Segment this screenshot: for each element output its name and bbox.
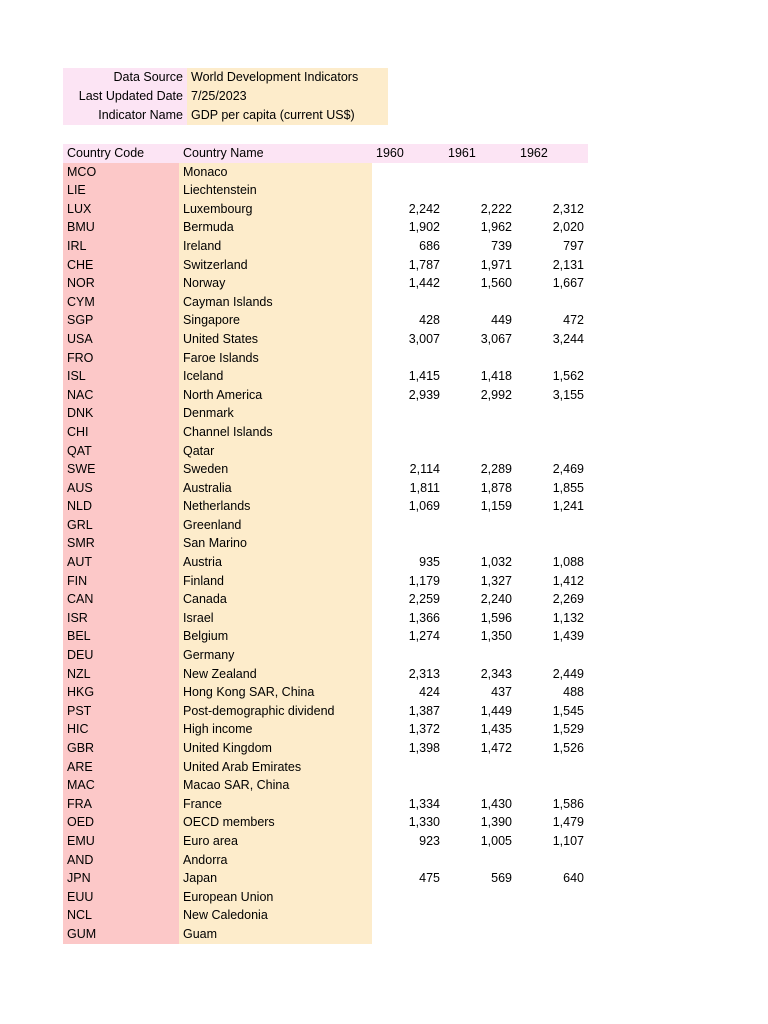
value-1960-cell[interactable]: 1,330: [372, 813, 444, 832]
table-row: [63, 479, 588, 498]
country-code-cell[interactable]: SWE: [63, 460, 179, 479]
value-1960-cell[interactable]: 475: [372, 869, 444, 888]
value-1962-cell[interactable]: 797: [516, 237, 588, 256]
value-1961-cell[interactable]: [444, 181, 516, 200]
value-1960-cell[interactable]: 428: [372, 311, 444, 330]
table-row: [63, 627, 588, 646]
country-name-cell[interactable]: Cayman Islands: [179, 293, 372, 312]
country-name-cell[interactable]: Greenland: [179, 516, 372, 535]
value-1961-cell[interactable]: 2,222: [444, 200, 516, 219]
table-row: [63, 572, 588, 591]
country-code-cell[interactable]: GRL: [63, 516, 179, 535]
country-code-cell[interactable]: MAC: [63, 776, 179, 795]
value-1960-cell[interactable]: [372, 925, 444, 944]
table-row: [63, 776, 588, 795]
value-1960-cell[interactable]: 1,811: [372, 479, 444, 498]
value-1961-cell[interactable]: 569: [444, 869, 516, 888]
country-name-cell[interactable]: Hong Kong SAR, China: [179, 683, 372, 702]
meta-row-indicator-name: [63, 106, 388, 125]
table-row: [63, 813, 588, 832]
table-row: [63, 646, 588, 665]
value-1961-cell[interactable]: 1,418: [444, 367, 516, 386]
value-1961-cell[interactable]: [444, 925, 516, 944]
value-1960-cell[interactable]: 1,902: [372, 218, 444, 237]
value-1962-cell[interactable]: [516, 349, 588, 368]
value-1962-cell[interactable]: [516, 646, 588, 665]
country-code-cell[interactable]: ISR: [63, 609, 179, 628]
value-1961-cell[interactable]: 1,032: [444, 553, 516, 572]
value-1962-cell[interactable]: 472: [516, 311, 588, 330]
country-name-cell[interactable]: Andorra: [179, 851, 372, 870]
country-name-cell[interactable]: Post-demographic dividend: [179, 702, 372, 721]
country-code-cell[interactable]: IRL: [63, 237, 179, 256]
value-1960-cell[interactable]: 686: [372, 237, 444, 256]
meta-value[interactable]: World Development Indicators: [187, 68, 388, 87]
header-country-code[interactable]: Country Code: [63, 144, 179, 163]
value-1960-cell[interactable]: 2,242: [372, 200, 444, 219]
value-1961-cell[interactable]: [444, 349, 516, 368]
value-1960-cell[interactable]: 1,387: [372, 702, 444, 721]
country-code-cell[interactable]: SGP: [63, 311, 179, 330]
country-code-cell[interactable]: FIN: [63, 572, 179, 591]
table-row: [63, 349, 588, 368]
country-code-cell[interactable]: LUX: [63, 200, 179, 219]
country-name-cell[interactable]: San Marino: [179, 534, 372, 553]
value-1962-cell[interactable]: 2,269: [516, 590, 588, 609]
value-1962-cell[interactable]: [516, 776, 588, 795]
value-1960-cell[interactable]: [372, 516, 444, 535]
value-1960-cell[interactable]: [372, 758, 444, 777]
value-1960-cell[interactable]: [372, 888, 444, 907]
value-1961-cell[interactable]: 437: [444, 683, 516, 702]
country-name-cell[interactable]: Macao SAR, China: [179, 776, 372, 795]
value-1961-cell[interactable]: 2,343: [444, 665, 516, 684]
value-1962-cell[interactable]: [516, 423, 588, 442]
value-1962-cell[interactable]: 1,586: [516, 795, 588, 814]
country-code-cell[interactable]: ARE: [63, 758, 179, 777]
country-code-cell[interactable]: FRA: [63, 795, 179, 814]
country-name-cell[interactable]: Austria: [179, 553, 372, 572]
header-year-1961[interactable]: 1961: [444, 144, 516, 163]
country-code-cell[interactable]: LIE: [63, 181, 179, 200]
table-body: [63, 163, 588, 944]
country-code-cell[interactable]: DNK: [63, 404, 179, 423]
value-1962-cell[interactable]: 1,107: [516, 832, 588, 851]
table-row: [63, 237, 588, 256]
value-1960-cell[interactable]: [372, 776, 444, 795]
country-name-cell[interactable]: United States: [179, 330, 372, 349]
value-1962-cell[interactable]: [516, 758, 588, 777]
value-1962-cell[interactable]: 2,131: [516, 256, 588, 275]
value-1961-cell[interactable]: 1,449: [444, 702, 516, 721]
value-1962-cell[interactable]: [516, 925, 588, 944]
table-row: [63, 386, 588, 405]
table-row: [63, 274, 588, 293]
value-1961-cell[interactable]: [444, 404, 516, 423]
value-1961-cell[interactable]: [444, 646, 516, 665]
country-code-cell[interactable]: BMU: [63, 218, 179, 237]
country-name-cell[interactable]: New Caledonia: [179, 906, 372, 925]
value-1961-cell[interactable]: 2,240: [444, 590, 516, 609]
country-name-cell[interactable]: Norway: [179, 274, 372, 293]
country-name-cell[interactable]: OECD members: [179, 813, 372, 832]
value-1960-cell[interactable]: 1,787: [372, 256, 444, 275]
value-1962-cell[interactable]: 488: [516, 683, 588, 702]
value-1960-cell[interactable]: [372, 163, 444, 182]
value-1961-cell[interactable]: [444, 758, 516, 777]
country-code-cell[interactable]: NAC: [63, 386, 179, 405]
country-name-cell[interactable]: North America: [179, 386, 372, 405]
value-1962-cell[interactable]: 2,020: [516, 218, 588, 237]
gdp-data-table: [63, 144, 588, 944]
country-code-cell[interactable]: SMR: [63, 534, 179, 553]
value-1961-cell[interactable]: 1,878: [444, 479, 516, 498]
country-code-cell[interactable]: QAT: [63, 442, 179, 461]
value-1961-cell[interactable]: 2,289: [444, 460, 516, 479]
value-1962-cell[interactable]: 1,545: [516, 702, 588, 721]
value-1960-cell[interactable]: 1,415: [372, 367, 444, 386]
value-1960-cell[interactable]: 1,366: [372, 609, 444, 628]
table-row: [63, 423, 588, 442]
table-row: [63, 460, 588, 479]
country-name-cell[interactable]: High income: [179, 720, 372, 739]
country-code-cell[interactable]: GUM: [63, 925, 179, 944]
country-code-cell[interactable]: EMU: [63, 832, 179, 851]
metadata-block: [63, 68, 388, 125]
value-1962-cell[interactable]: [516, 851, 588, 870]
meta-label[interactable]: Indicator Name: [63, 106, 187, 125]
value-1960-cell[interactable]: [372, 646, 444, 665]
value-1960-cell[interactable]: [372, 906, 444, 925]
value-1961-cell[interactable]: 1,596: [444, 609, 516, 628]
country-name-cell[interactable]: New Zealand: [179, 665, 372, 684]
table-row: [63, 218, 588, 237]
country-name-cell[interactable]: Australia: [179, 479, 372, 498]
country-code-cell[interactable]: NCL: [63, 906, 179, 925]
value-1960-cell[interactable]: 2,313: [372, 665, 444, 684]
value-1962-cell[interactable]: 2,312: [516, 200, 588, 219]
header-year-1962[interactable]: 1962: [516, 144, 588, 163]
value-1961-cell[interactable]: 1,159: [444, 497, 516, 516]
country-code-cell[interactable]: HIC: [63, 720, 179, 739]
value-1961-cell[interactable]: [444, 851, 516, 870]
value-1962-cell[interactable]: 1,412: [516, 572, 588, 591]
table-row: [63, 609, 588, 628]
country-code-cell[interactable]: PST: [63, 702, 179, 721]
value-1961-cell[interactable]: [444, 442, 516, 461]
country-name-cell[interactable]: Luxembourg: [179, 200, 372, 219]
value-1960-cell[interactable]: 2,114: [372, 460, 444, 479]
value-1960-cell[interactable]: [372, 404, 444, 423]
country-name-cell[interactable]: United Arab Emirates: [179, 758, 372, 777]
value-1960-cell[interactable]: 1,274: [372, 627, 444, 646]
table-row: [63, 665, 588, 684]
table-row: [63, 851, 588, 870]
value-1962-cell[interactable]: 1,132: [516, 609, 588, 628]
value-1960-cell[interactable]: 424: [372, 683, 444, 702]
value-1960-cell[interactable]: [372, 349, 444, 368]
value-1962-cell[interactable]: [516, 442, 588, 461]
value-1961-cell[interactable]: [444, 776, 516, 795]
table-row: [63, 590, 588, 609]
value-1962-cell[interactable]: 640: [516, 869, 588, 888]
table-row: [63, 758, 588, 777]
value-1961-cell[interactable]: 2,992: [444, 386, 516, 405]
value-1960-cell[interactable]: 1,442: [372, 274, 444, 293]
value-1961-cell[interactable]: 1,962: [444, 218, 516, 237]
value-1961-cell[interactable]: [444, 163, 516, 182]
country-code-cell[interactable]: NOR: [63, 274, 179, 293]
value-1961-cell[interactable]: 1,472: [444, 739, 516, 758]
value-1962-cell[interactable]: 3,244: [516, 330, 588, 349]
meta-row-last-updated: [63, 87, 388, 106]
value-1960-cell[interactable]: 935: [372, 553, 444, 572]
table-row: [63, 702, 588, 721]
value-1961-cell[interactable]: [444, 906, 516, 925]
value-1961-cell[interactable]: [444, 293, 516, 312]
value-1961-cell[interactable]: 739: [444, 237, 516, 256]
country-code-cell[interactable]: HKG: [63, 683, 179, 702]
table-row: [63, 888, 588, 907]
country-name-cell[interactable]: France: [179, 795, 372, 814]
value-1962-cell[interactable]: [516, 906, 588, 925]
table-row: [63, 311, 588, 330]
country-name-cell[interactable]: Liechtenstein: [179, 181, 372, 200]
country-name-cell[interactable]: Japan: [179, 869, 372, 888]
value-1961-cell[interactable]: [444, 423, 516, 442]
value-1961-cell[interactable]: [444, 888, 516, 907]
value-1961-cell[interactable]: 449: [444, 311, 516, 330]
country-name-cell[interactable]: Sweden: [179, 460, 372, 479]
value-1962-cell[interactable]: [516, 534, 588, 553]
value-1961-cell[interactable]: 1,971: [444, 256, 516, 275]
value-1961-cell[interactable]: 1,435: [444, 720, 516, 739]
table-row: [63, 906, 588, 925]
table-row: [63, 534, 588, 553]
country-code-cell[interactable]: AUT: [63, 553, 179, 572]
value-1960-cell[interactable]: 3,007: [372, 330, 444, 349]
value-1961-cell[interactable]: [444, 516, 516, 535]
value-1962-cell[interactable]: [516, 163, 588, 182]
value-1962-cell[interactable]: 1,241: [516, 497, 588, 516]
value-1962-cell[interactable]: [516, 516, 588, 535]
value-1961-cell[interactable]: 1,005: [444, 832, 516, 851]
country-code-cell[interactable]: FRO: [63, 349, 179, 368]
table-row: [63, 330, 588, 349]
country-name-cell[interactable]: European Union: [179, 888, 372, 907]
value-1960-cell[interactable]: 1,179: [372, 572, 444, 591]
table-row: [63, 925, 588, 944]
value-1960-cell[interactable]: [372, 534, 444, 553]
value-1960-cell[interactable]: 2,939: [372, 386, 444, 405]
country-code-cell[interactable]: CAN: [63, 590, 179, 609]
table-row: [63, 181, 588, 200]
table-row: [63, 739, 588, 758]
value-1961-cell[interactable]: 1,390: [444, 813, 516, 832]
value-1962-cell[interactable]: [516, 888, 588, 907]
value-1962-cell[interactable]: 1,479: [516, 813, 588, 832]
value-1960-cell[interactable]: 1,069: [372, 497, 444, 516]
value-1960-cell[interactable]: [372, 423, 444, 442]
meta-value[interactable]: GDP per capita (current US$): [187, 106, 388, 125]
table-row: [63, 404, 588, 423]
table-row: [63, 832, 588, 851]
table-row: [63, 869, 588, 888]
country-name-cell[interactable]: Faroe Islands: [179, 349, 372, 368]
country-name-cell[interactable]: Iceland: [179, 367, 372, 386]
value-1961-cell[interactable]: 1,430: [444, 795, 516, 814]
country-name-cell[interactable]: Guam: [179, 925, 372, 944]
country-code-cell[interactable]: BEL: [63, 627, 179, 646]
header-country-name[interactable]: Country Name: [179, 144, 372, 163]
country-code-cell[interactable]: USA: [63, 330, 179, 349]
country-name-cell[interactable]: Channel Islands: [179, 423, 372, 442]
value-1961-cell[interactable]: [444, 534, 516, 553]
value-1960-cell[interactable]: [372, 181, 444, 200]
meta-row-data-source: [63, 68, 388, 87]
country-name-cell[interactable]: Switzerland: [179, 256, 372, 275]
value-1961-cell[interactable]: 1,560: [444, 274, 516, 293]
country-name-cell[interactable]: Ireland: [179, 237, 372, 256]
country-code-cell[interactable]: NLD: [63, 497, 179, 516]
country-code-cell[interactable]: CHI: [63, 423, 179, 442]
header-row: [63, 144, 588, 163]
value-1960-cell[interactable]: 1,372: [372, 720, 444, 739]
value-1961-cell[interactable]: 1,327: [444, 572, 516, 591]
value-1960-cell[interactable]: 1,334: [372, 795, 444, 814]
value-1962-cell[interactable]: 3,155: [516, 386, 588, 405]
country-name-cell[interactable]: Canada: [179, 590, 372, 609]
value-1962-cell[interactable]: 2,449: [516, 665, 588, 684]
header-year-1960[interactable]: 1960: [372, 144, 444, 163]
country-code-cell[interactable]: OED: [63, 813, 179, 832]
table-row: [63, 200, 588, 219]
country-code-cell[interactable]: CHE: [63, 256, 179, 275]
value-1962-cell[interactable]: 1,855: [516, 479, 588, 498]
country-code-cell[interactable]: ISL: [63, 367, 179, 386]
country-code-cell[interactable]: EUU: [63, 888, 179, 907]
country-name-cell[interactable]: Monaco: [179, 163, 372, 182]
value-1962-cell[interactable]: 1,667: [516, 274, 588, 293]
value-1962-cell[interactable]: [516, 181, 588, 200]
value-1960-cell[interactable]: [372, 851, 444, 870]
value-1962-cell[interactable]: [516, 293, 588, 312]
value-1960-cell[interactable]: 1,398: [372, 739, 444, 758]
country-code-cell[interactable]: CYM: [63, 293, 179, 312]
country-name-cell[interactable]: Germany: [179, 646, 372, 665]
country-code-cell[interactable]: GBR: [63, 739, 179, 758]
country-name-cell[interactable]: Belgium: [179, 627, 372, 646]
meta-value[interactable]: 7/25/2023: [187, 87, 388, 106]
country-code-cell[interactable]: JPN: [63, 869, 179, 888]
country-code-cell[interactable]: MCO: [63, 163, 179, 182]
table-row: [63, 497, 588, 516]
country-code-cell[interactable]: NZL: [63, 665, 179, 684]
table-row: [63, 553, 588, 572]
meta-label[interactable]: Data Source: [63, 68, 187, 87]
country-code-cell[interactable]: AND: [63, 851, 179, 870]
table-row: [63, 163, 588, 182]
country-name-cell[interactable]: Qatar: [179, 442, 372, 461]
value-1960-cell[interactable]: [372, 442, 444, 461]
value-1960-cell[interactable]: 2,259: [372, 590, 444, 609]
table-row: [63, 795, 588, 814]
table-row: [63, 720, 588, 739]
value-1962-cell[interactable]: [516, 404, 588, 423]
value-1962-cell[interactable]: 1,529: [516, 720, 588, 739]
table-row: [63, 516, 588, 535]
value-1962-cell[interactable]: 1,562: [516, 367, 588, 386]
value-1962-cell[interactable]: 1,088: [516, 553, 588, 572]
country-name-cell[interactable]: Netherlands: [179, 497, 372, 516]
value-1961-cell[interactable]: 3,067: [444, 330, 516, 349]
table-row: [63, 683, 588, 702]
country-code-cell[interactable]: DEU: [63, 646, 179, 665]
table-row: [63, 442, 588, 461]
value-1962-cell[interactable]: 1,526: [516, 739, 588, 758]
table-row: [63, 293, 588, 312]
value-1961-cell[interactable]: 1,350: [444, 627, 516, 646]
meta-label[interactable]: Last Updated Date: [63, 87, 187, 106]
country-name-cell[interactable]: Israel: [179, 609, 372, 628]
country-name-cell[interactable]: Euro area: [179, 832, 372, 851]
value-1962-cell[interactable]: 2,469: [516, 460, 588, 479]
country-name-cell[interactable]: Denmark: [179, 404, 372, 423]
country-name-cell[interactable]: Finland: [179, 572, 372, 591]
country-name-cell[interactable]: Singapore: [179, 311, 372, 330]
country-name-cell[interactable]: Bermuda: [179, 218, 372, 237]
table-row: [63, 367, 588, 386]
country-name-cell[interactable]: United Kingdom: [179, 739, 372, 758]
value-1962-cell[interactable]: 1,439: [516, 627, 588, 646]
country-code-cell[interactable]: AUS: [63, 479, 179, 498]
table-row: [63, 256, 588, 275]
value-1960-cell[interactable]: [372, 293, 444, 312]
value-1960-cell[interactable]: 923: [372, 832, 444, 851]
